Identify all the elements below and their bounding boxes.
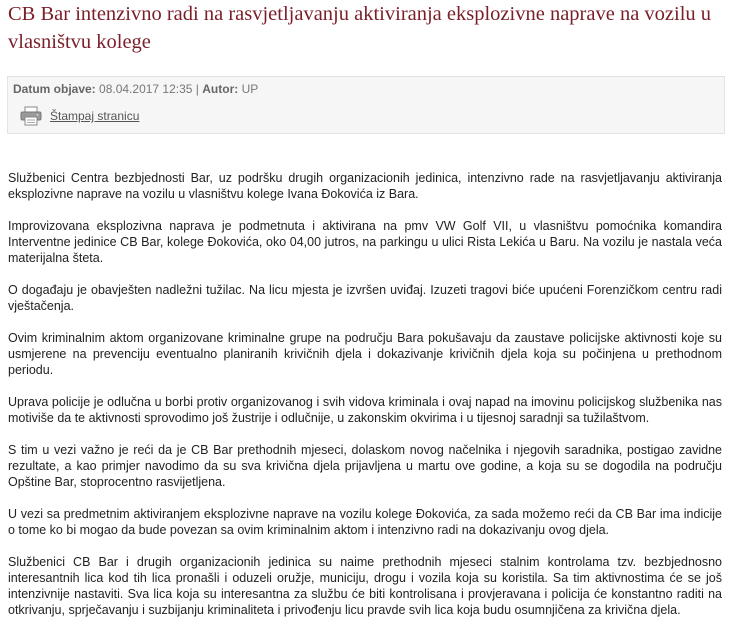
article-meta-line (13, 81, 258, 97)
printer-icon[interactable] (20, 106, 42, 126)
article-paragraph: Uprava policije je odlučna u borbi protiv organizovanog i svih vidova kriminala i ovaj napad na imovinu policijskog službenika nas motiviše da te aktivnosti sprovodimo još žustrije i odlučnije, u zakonskim okvirima i u tijesnoj saradnji sa tužilaštvom. (8, 395, 722, 425)
article-paragraph: U vezi sa predmetnim aktiviranjem eksplozivne naprave na vozilu kolege Đokovića, za sada možemo reći da CB Bar ima indicije o tome ko bi mogao da bude povezan sa ovim kriminalnim aktom i intenzivno radi na dokazivanju ovog djela. (8, 507, 722, 537)
article-paragraph: O događaju je obavješten nadležni tužilac. Na licu mjesta je izvršen uviđaj. Izuzeti tragovi biće upućeni Forenzičkom centru radi vještačenja. (8, 283, 722, 313)
meta-separator: | (195, 82, 199, 96)
article-meta-box (7, 76, 725, 134)
article-title: CB Bar intenzivno radi na rasvjetljavanju aktiviranja eksplozivne naprave na vozilu u vlasništvu kolege (8, 3, 712, 53)
author-value: UP (241, 82, 259, 96)
print-page-link[interactable]: Štampaj stranicu (50, 109, 140, 123)
date-value: 08.04.2017 12:35 (99, 82, 193, 96)
author-label: Autor: (202, 82, 239, 96)
article-paragraph: Improvizovana eksplozivna naprava je podmetnuta i aktivirana na pmv VW Golf VII, u vlasništvu pomoćnika komandira Interventne jedinice CB Bar, kolege Đokovića, oko 04,00 jutros, na parkingu u ulici Rista Lekića u Baru. Na vozilu je nastala veća materijalna šteta. (8, 219, 722, 265)
article-paragraph: Službenici CB Bar i drugih organizacionih jedinica su naime prethodnih mjeseci stalnim kontrolama tzv. bezbjednosno interesantnih lica kod tih lica pronašli i oduzeli oružje, municiju, drogu i vozila koja su koristila. Sa tim aktivnostima će se još intenzivnije nastaviti. Sva lica koja su interesantna za službu će biti kontrolisana i provjeravana i policija će konstantno raditi na otkrivanju, sprječavanju i suzbijanju kriminaliteta i privođenju licu pravde svih lica koja budu osumnjičena za krivična djela. (8, 555, 722, 617)
print-page-row[interactable] (20, 105, 139, 127)
article-body (8, 170, 722, 634)
article-paragraph: S tim u vezi važno je reći da je CB Bar prethodnih mjeseci, dolaskom novog načelnika i njegovih saradnika, postigao zavidne rezultate, a kao primjer navodimo da su sva krivična djela prijavljena u martu ove godine, a koja su se dogodila na području Opštine Bar, stoprocentno rasvijetljena. (8, 443, 722, 489)
date-label: Datum objave: (13, 82, 96, 96)
article-paragraph: Ovim kriminalnim aktom organizovane kriminalne grupe na području Bara pokušavaju da zaustave policijske aktivnosti koje su usmjerene na prevenciju eventualno planiranih krivičnih djela i dokazivanje krivičnih djela koja su počinjena u prethodnom periodu. (8, 331, 722, 377)
article-paragraph: Službenici Centra bezbjednosti Bar, uz podršku drugih organizacionih jedinica, intenzivno rade na rasvjetljavanju aktiviranja eksplozivne naprave na vozilu u vlasništvu kolege Ivana Đokovića iz Bara. (8, 171, 722, 201)
